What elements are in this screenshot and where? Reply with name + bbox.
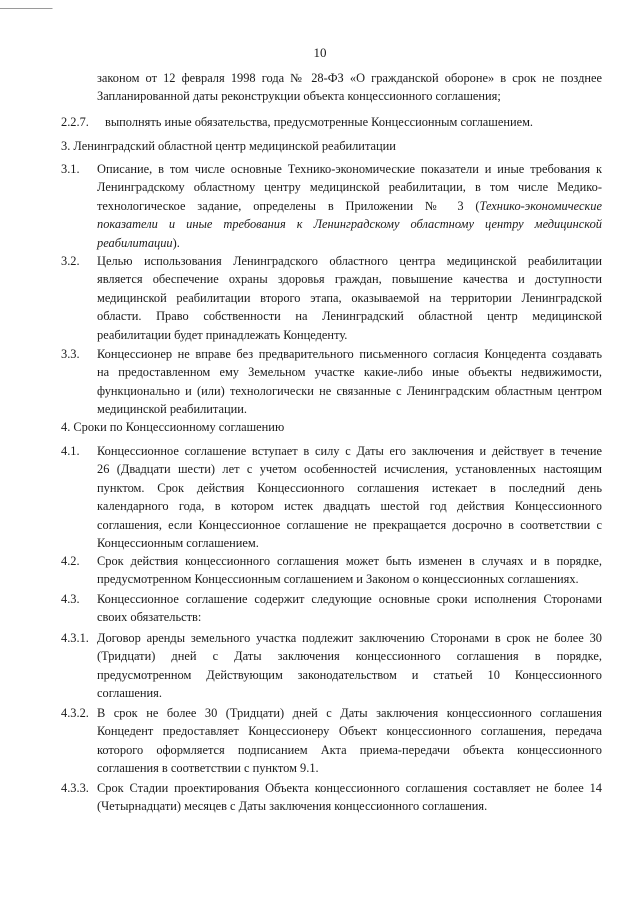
clause-number: 2.2.7. xyxy=(61,115,89,129)
clause-number: 4.3.1. xyxy=(61,631,89,645)
text-line: 26 (Двадцати шести) лет с учетом особенностей исчисления, установленных настоящим xyxy=(97,462,602,477)
text-line: предусмотренном Действующим законодательством и статьей 10 Концессионного xyxy=(97,667,602,682)
clause-number: 4.2. xyxy=(61,554,80,568)
text-line: на предоставленном ему Земельном участке какие-либо иные объекты недвижимости, xyxy=(97,365,602,380)
italic-fragment: реабилитации xyxy=(97,235,173,250)
text-line: Концедент предоставляет Концессионеру Объект концессионного соглашения, передача xyxy=(97,724,602,739)
text-line: Концессионным соглашением. xyxy=(97,536,259,551)
text-line: Концессионное соглашение вступает в силу с Даты его заключения и действует в течение xyxy=(97,444,602,458)
clause-number: 3.3. xyxy=(61,347,80,361)
text-line xyxy=(97,215,602,233)
text-fragment: технологическое задание, определены в Приложении № 3 ( xyxy=(97,198,480,213)
text-line: медицинской реабилитации второго этапа, оказываемой на территории Ленинградской xyxy=(97,290,602,305)
clause-number: 3.1. xyxy=(61,162,80,176)
text-line: Целью использования Ленинградского областного центра медицинской реабилитации xyxy=(97,254,602,268)
text-line: пунктом. Срок действия Концессионного соглашения истекает в последний день xyxy=(97,480,602,495)
text-line: Срок Стадии проектирования Объекта концессионного соглашения составляет не более 14 xyxy=(97,781,602,795)
text-line: реабилитации). xyxy=(97,235,180,250)
page-number: 10 xyxy=(313,45,327,60)
text-line: календарного года, в котором истек двадцать шестой год действия Концессионного xyxy=(97,499,602,514)
text-line: своих обязательств: xyxy=(97,610,202,625)
clause-number: 4.3. xyxy=(61,592,80,606)
text-line xyxy=(97,197,602,215)
clause-number: 3.2. xyxy=(61,254,80,268)
text-line: функционально и (или) технологически не связанные с Ленинградским областным центром xyxy=(97,383,602,398)
text-line: законом от 12 февраля 1998 года № 28-ФЗ «О гражданской обороне» в срок не позднее xyxy=(97,71,602,85)
scan-edge-line xyxy=(0,8,70,9)
text-line: выполнять иные обязательства, предусмотренные Концессионным соглашением. xyxy=(105,115,534,129)
text-line: (Четырнадцати) месяцев с Даты заключения концессионного соглашения. xyxy=(97,799,488,814)
clause-number: 4.1. xyxy=(61,444,80,458)
text-line: соглашения, если Концессионное соглашение не прекращается досрочно в соответствии с xyxy=(97,517,602,532)
text-line: которого оформляется подписанием Акта приема-передачи объекта концессионного xyxy=(97,742,602,757)
text-line: Ленинградскому областному центру медицинской реабилитации, в том числе Медико- xyxy=(97,180,602,195)
text-line: Описание, в том числе основные Технико-экономические показатели и иные требования к xyxy=(97,162,602,176)
text-line: медицинской реабилитации. xyxy=(97,402,247,417)
text-line: является обеспечение охраны здоровья граждан, повышение качества и доступности xyxy=(97,272,602,287)
text-line: соглашения. xyxy=(97,686,162,701)
text-line: соглашения в соответствии с пунктом 9.1. xyxy=(97,761,319,776)
clause-number: 4.3.2. xyxy=(61,706,89,720)
text-line: В срок не более 30 (Тридцати) дней с Даты заключения концессионного соглашения xyxy=(97,706,602,720)
italic-fragment: показатели и иные требования к Ленинградскому областному центру медицинской xyxy=(97,217,602,232)
text-line: Срок действия концессионного соглашения может быть изменен в случаях и в порядке, xyxy=(97,554,602,568)
section-heading: 3. Ленинградский областной центр медицинской реабилитации xyxy=(61,139,396,153)
text-line: Концессионное соглашение содержит следующие основные сроки исполнения Сторонами xyxy=(97,592,602,606)
text-line: области. Право собственности на Ленинградский областной центр медицинской xyxy=(97,309,602,324)
text-line: предусмотренном Концессионным соглашением и Законом о концессионных соглашениях. xyxy=(97,572,579,587)
italic-fragment: Технико-экономические xyxy=(479,198,602,213)
clause-number: 4.3.3. xyxy=(61,781,89,795)
text-line: Договор аренды земельного участка подлежит заключению Сторонами в срок не более 30 xyxy=(97,631,602,645)
text-line: реабилитации будет принадлежать Концеденту. xyxy=(97,327,348,342)
text-line: Концессионер не вправе без предварительного письменного согласия Концедента создавать xyxy=(97,347,602,361)
text-line: (Тридцати) дней с Даты заключения концессионного соглашения в порядке, xyxy=(97,649,602,664)
section-heading: 4. Сроки по Концессионному соглашению xyxy=(61,420,285,434)
text-line: Запланированной даты реконструкции объекта концессионного соглашения; xyxy=(97,89,501,104)
